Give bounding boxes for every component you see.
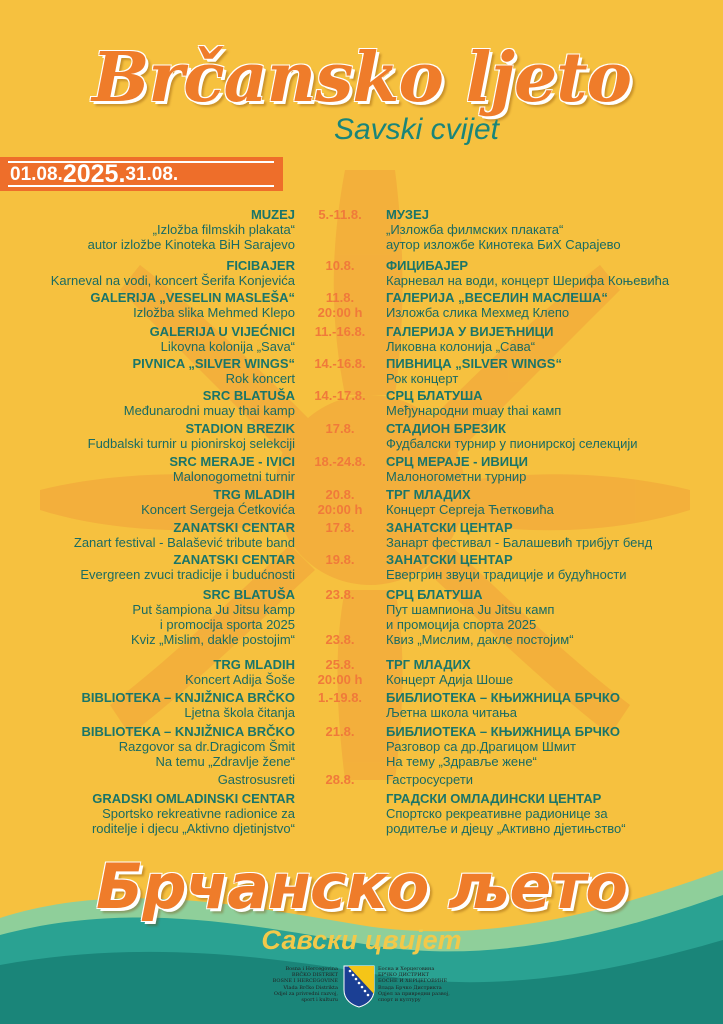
footer-line: Босна и Херцеговина (378, 966, 435, 972)
event-latin (218, 772, 295, 787)
event-date: 14.-16.8. (314, 356, 366, 371)
event-venue: ЗАНАТСКИ ЦЕНТАР (386, 520, 513, 535)
event-venue: ТРГ МЛАДИХ (386, 487, 471, 502)
event-dates (300, 487, 380, 517)
event-latin (185, 657, 295, 687)
event-latin (132, 356, 295, 386)
footer-line: БРЧКО ДИСТРИКТ (378, 972, 429, 979)
event-description: родитеље и дјецу „Активно дјетињство“ (386, 821, 626, 836)
event-date: 1.-19.8. (317, 690, 363, 705)
event-latin (92, 791, 295, 836)
event-description: Изложба слика Мехмед Клепо (386, 305, 570, 320)
event-cyrillic (386, 791, 626, 836)
event-description: Karneval na vodi, koncert Šerifa Konjevića (50, 273, 295, 288)
event-venue: MUZEJ (250, 207, 295, 222)
event-cyrillic (386, 690, 620, 720)
event-venue: TRG MLADIH (213, 487, 295, 502)
event-venue: GRADSKI OMLADINSKI CENTAR (92, 791, 295, 806)
event-description: Likovna kolonija „Sava“ (160, 339, 295, 354)
event-venue: SRC BLATUŠA (202, 587, 295, 602)
footer-latin-text (273, 966, 338, 1003)
event-date: 23.8. (325, 632, 355, 647)
event-description: Fudbalski turnir u pionirskoj selekciji (87, 436, 295, 451)
event-cyrillic (386, 324, 553, 354)
event-latin (80, 552, 295, 582)
footer-line: sport i kulturu (301, 997, 338, 1004)
event-dates (300, 421, 380, 436)
event-description: Карневал на води, концерт Шерифа Коњевића (386, 273, 670, 288)
event-date: 11.8. (325, 290, 355, 305)
event-latin (88, 207, 295, 252)
event-description: Međunarodni muay thai kamp (123, 403, 295, 418)
event-venue: СРЦ БЛАТУША (386, 587, 483, 602)
event-date: 11.-16.8. (314, 324, 366, 339)
event-cyrillic (386, 207, 621, 252)
event-description: Пут шампиона Ju Jitsu камп (386, 602, 555, 617)
event-latin (132, 587, 295, 632)
event-venue: СТАДИОН БРЕЗИК (386, 421, 506, 436)
event-description: Zanart festival - Balašević tribute band (73, 535, 295, 550)
event-latin (169, 454, 295, 484)
event-description: Ликовна колонија „Сава“ (386, 339, 536, 354)
event-cyrillic (386, 632, 574, 647)
footer-line: BRČKO DISTRIKT (291, 972, 338, 979)
event-description: Фудбалски турнир у пионирској селекцији (386, 436, 638, 451)
event-dates (300, 454, 380, 469)
event-venue: SRC MERAJE - IVICI (169, 454, 295, 469)
event-description: Na temu „Zdravlje žene“ (155, 754, 295, 769)
government-logo (268, 964, 456, 1018)
event-cyrillic (386, 388, 561, 418)
event-date: 19.8. (325, 552, 355, 567)
event-venue: ЗАНАТСКИ ЦЕНТАР (386, 552, 513, 567)
event-date: 20:00 h (317, 502, 363, 517)
event-description: Izložba slika Mehmed Klepo (133, 305, 295, 320)
event-description: „Изложба филмских плаката“ (386, 222, 564, 237)
event-latin (131, 632, 295, 647)
event-cyrillic (386, 520, 652, 550)
event-date: 17.8. (325, 421, 355, 436)
event-date: 5.-11.8. (318, 207, 362, 222)
event-description: Sportsko rekreativne radionice za (102, 806, 295, 821)
event-date: 17.8. (325, 520, 355, 535)
event-description: Квиз „Мислим, дакле постојим“ (386, 632, 574, 647)
event-dates (300, 207, 380, 222)
event-description: Евергрин звуци традиције и будућности (386, 567, 627, 582)
event-description: Koncert Adija Šoše (185, 672, 295, 687)
date-range (10, 158, 178, 187)
event-latin (88, 421, 295, 451)
event-description: и промоција спорта 2025 (386, 617, 537, 632)
event-cyrillic (386, 258, 669, 288)
event-description: Рок концерт (386, 371, 459, 386)
date-banner (0, 157, 283, 191)
event-latin (81, 690, 295, 720)
event-dates (300, 587, 380, 602)
event-dates (300, 552, 380, 567)
event-cyrillic (386, 421, 638, 451)
event-venue: ПИВНИЦА „SILVER WINGS“ (386, 356, 562, 371)
event-venue: PIVNICA „SILVER WINGS“ (132, 356, 295, 371)
event-venue: МУЗЕЈ (386, 207, 429, 222)
event-venue: BIBLIOTEKA – KNJIŽNICA BRČKO (81, 690, 295, 705)
subtitle-latin: Savski cvijet (333, 113, 500, 146)
coat-of-arms-icon (342, 964, 376, 1008)
event-description: Гастросусрети (386, 772, 474, 787)
event-cyrillic (386, 772, 473, 787)
event-venue: ZANATSKI CENTAR (173, 552, 295, 567)
event-latin (51, 258, 295, 288)
event-dates (300, 724, 380, 739)
event-description: Kviz „Mislim, dakle postojim“ (131, 632, 295, 647)
event-venue: GALERIJA „VESELIN MASLEŠA“ (90, 290, 295, 305)
event-dates (300, 772, 380, 787)
event-venue: БИБЛИОТЕКА – КЊИЖНИЦА БРЧКО (386, 690, 620, 705)
event-venue: СРЦ МЕРАЈЕ - ИВИЦИ (386, 454, 528, 469)
event-description: Концерт Сергеја Ћетковића (386, 502, 554, 517)
event-dates (300, 657, 380, 687)
footer-line: Влада Брчко Дистрикта (378, 984, 442, 991)
event-description: „Izložba filmskih plakata“ (152, 222, 295, 237)
event-venue: СРЦ БЛАТУША (386, 388, 483, 403)
event-latin (124, 388, 295, 418)
event-dates (300, 632, 380, 647)
event-dates (300, 388, 380, 403)
footer-line: Vlada Brčko Distrikta (283, 984, 338, 991)
event-venue: ГАЛЕРИЈА У ВИЈЕЋНИЦИ (386, 324, 554, 339)
event-date: 28.8. (325, 772, 355, 787)
title-cyrillic: Брчанско љето (96, 850, 627, 923)
event-description: Evergreen zvuci tradicije i budućnosti (80, 567, 295, 582)
event-description: Ljetna škola čitanja (184, 705, 295, 720)
event-venue: TRG MLADIH (213, 657, 295, 672)
event-date: 18.-24.8. (314, 454, 366, 469)
event-dates (300, 690, 380, 705)
event-dates (300, 324, 380, 339)
event-venue: ГАЛЕРИЈА „ВЕСЕЛИН МАСЛЕША“ (386, 290, 608, 305)
event-venue: STADION BREZIK (185, 421, 295, 436)
event-description: аутор изложбе Кинотека БиХ Сарајево (386, 237, 621, 252)
event-description: Занарт фестивал - Балашевић трибјут бенд (386, 535, 653, 550)
event-venue: ФИЦИБАЈЕР (386, 258, 469, 273)
event-description: autor izložbe Kinoteka BiH Sarajevo (87, 237, 295, 252)
event-description: Међународни muay thai камп (386, 403, 562, 418)
date-end: 31.08. (125, 164, 179, 185)
event-cyrillic (386, 552, 627, 582)
event-description: Razgovor sa dr.Dragicom Šmit (118, 739, 295, 754)
event-date: 20.8. (325, 487, 355, 502)
event-venue: FICIBAJER (226, 258, 295, 273)
event-description: Малоногометни турнир (386, 469, 527, 484)
footer-line: спорт и културу (378, 997, 421, 1004)
event-description: i promocija sporta 2025 (159, 617, 295, 632)
event-venue: БИБЛИОТЕКА – КЊИЖНИЦА БРЧКО (386, 724, 620, 739)
footer-line: Одјел за привредни развој, (378, 990, 450, 997)
event-date: 25.8. (325, 657, 355, 672)
event-cyrillic (386, 356, 562, 386)
event-venue: SRC BLATUŠA (202, 388, 295, 403)
event-description: Спортско рекреативне радионице за (386, 806, 608, 821)
event-latin (141, 487, 295, 517)
event-latin (90, 290, 295, 320)
event-description: Концерт Адија Шоше (386, 672, 514, 687)
event-venue: BIBLIOTEKA – KNJIŽNICA BRČKO (81, 724, 295, 739)
subtitle-cyrillic: Савски цвијет (261, 925, 462, 955)
event-dates (300, 356, 380, 371)
event-venue: GALERIJA U VIJEĆNICI (149, 324, 295, 339)
footer-line: BOSNE I HERCEGOVINE (272, 978, 338, 985)
event-date: 21.8. (325, 724, 355, 739)
footer-line: БОСНЕ И ХЕРЦЕГОВИНЕ (378, 978, 448, 985)
event-cyrillic (386, 587, 554, 632)
event-latin (81, 724, 295, 769)
event-description: Put šampiona Ju Jitsu kamp (132, 602, 295, 617)
event-description: Koncert Sergeja Ćetkovića (141, 502, 295, 517)
event-description: Љетна школа читања (386, 705, 518, 720)
event-latin (74, 520, 295, 550)
event-dates (300, 520, 380, 535)
event-dates (300, 258, 380, 273)
event-description: Разговор са др.Драгицом Шмит (386, 739, 576, 754)
event-cyrillic (386, 290, 608, 320)
footer-line: Odjel za privredni razvoj, (273, 990, 338, 997)
event-description: roditelje i djecu „Aktivno djetinjstvo“ (91, 821, 295, 836)
event-venue: ZANATSKI CENTAR (173, 520, 295, 535)
event-venue: ТРГ МЛАДИХ (386, 657, 471, 672)
footer-line: Bosna i Hercegovina (285, 966, 338, 972)
event-description: Rok koncert (225, 371, 295, 386)
event-cyrillic (386, 657, 513, 687)
event-description: Malonogometni turnir (172, 469, 295, 484)
event-latin (150, 324, 295, 354)
title-latin: Brčansko ljeto (91, 38, 632, 118)
event-date: 23.8. (325, 587, 355, 602)
event-venue: ГРАДСКИ ОМЛАДИНСКИ ЦЕНТАР (386, 791, 602, 806)
event-description: Gastrosusreti (217, 772, 295, 787)
event-cyrillic (386, 487, 554, 517)
date-start: 01.08. (10, 164, 63, 185)
event-date: 20:00 h (317, 305, 363, 320)
event-dates (300, 290, 380, 320)
event-date: 10.8. (325, 258, 355, 273)
date-year: 2025. (62, 160, 126, 188)
event-date: 14.-17.8. (314, 388, 366, 403)
event-cyrillic (386, 724, 620, 769)
footer-cyrillic-text (378, 966, 450, 1003)
event-cyrillic (386, 454, 528, 484)
event-description: На тему „Здравље жене“ (386, 754, 537, 769)
event-date: 20:00 h (317, 672, 363, 687)
